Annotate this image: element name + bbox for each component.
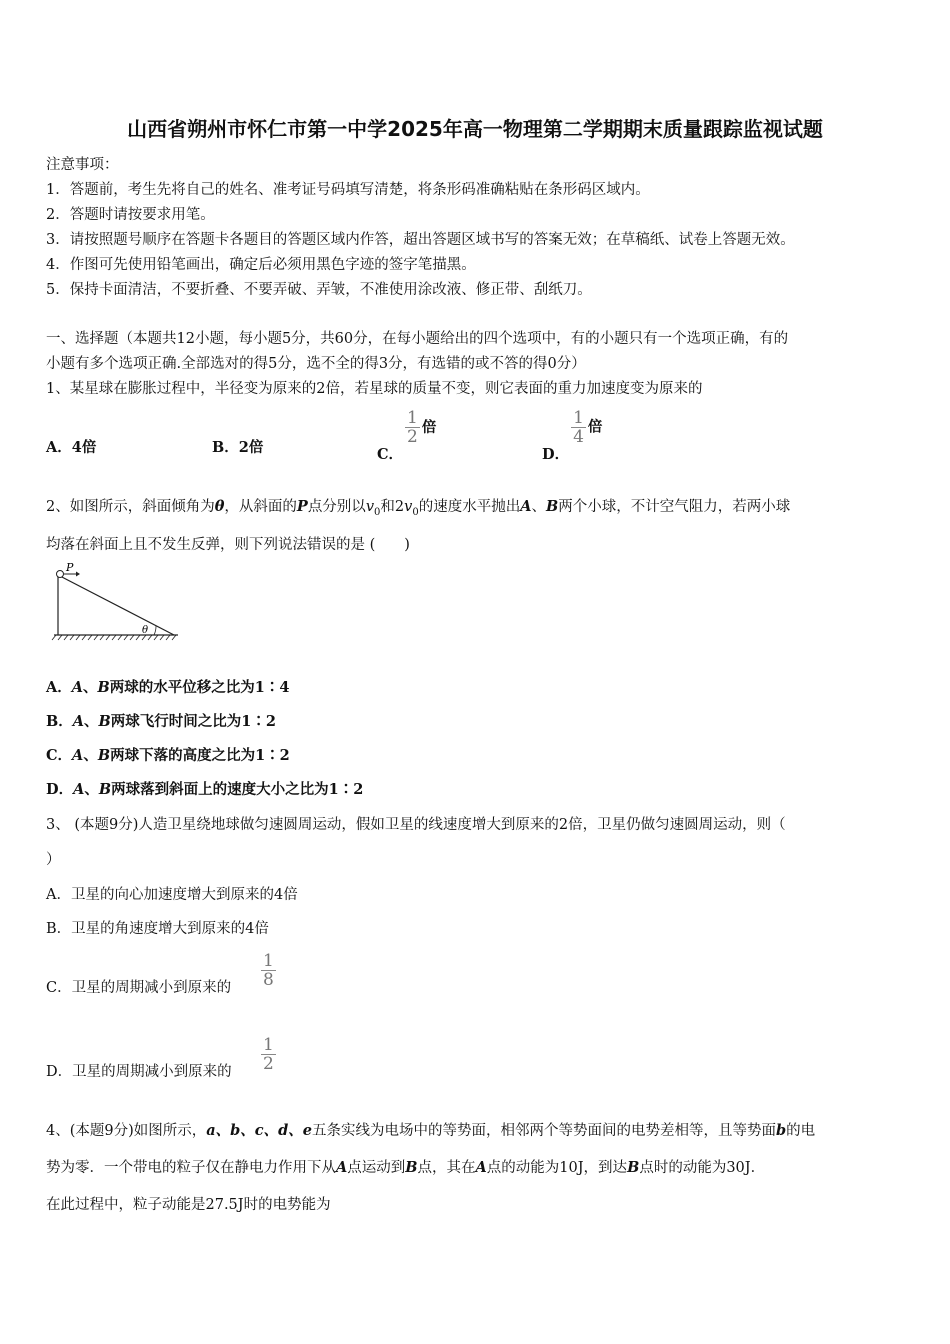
q3-c-fraction: $\frac{1}{8}$ xyxy=(263,951,274,990)
notice-item: 2．答题时请按要求用笔。 xyxy=(46,207,215,223)
section-heading-cont: 小题有多个选项正确.全部选对的得5分，选不全的得3分，有选错的或不答的得0分） xyxy=(46,356,586,372)
notice-item: 3．请按照题号顺序在答题卡各题目的答题区域内作答，超出答题区域书写的答案无效；在草稿纸、试卷上答题无效。 xyxy=(46,232,795,248)
q3-stem-cont: ） xyxy=(46,852,61,868)
q4-stem-cont2: 在此过程中，粒子动能是27.5J时的电势能为 xyxy=(46,1197,331,1213)
arrowhead xyxy=(76,572,80,577)
q2-option-a: A．A、B两球的水平位移之比为1∶4 xyxy=(46,679,290,696)
q1-option-c: C． $\frac{1}{2}$ 倍 xyxy=(377,408,437,463)
section-heading: 一、选择题（本题共12小题，每小题5分，共60分，在每小题给出的四个选项中，有的小题只有一个选项正确，有的 xyxy=(46,331,789,347)
q1-option-b: B．2倍 xyxy=(212,439,264,456)
incline-slope xyxy=(58,575,174,635)
theta-label: θ xyxy=(142,625,149,636)
notice-item: 4．作图可先使用铅笔画出，确定后必须用黑色字迹的签字笔描黑。 xyxy=(46,257,476,273)
q2-option-b: B．A、B两球飞行时间之比为1∶2 xyxy=(46,713,276,730)
q4-stem: 4、(本题9分)如图所示，a、b、c、d、e五条实线为电场中的等势面，相邻两个等势面间的电势差相等，且等势面b的电 xyxy=(46,1122,816,1139)
notice-item: 1．答题前，考生先将自己的姓名、准考证号码填写清楚，将条形码准确粘贴在条形码区域内。 xyxy=(46,182,650,198)
q4-stem-cont: 势为零．一个带电的粒子仅在静电力作用下从A点运动到B点，其在A点的动能为10J，到达B点时的动能为30J． xyxy=(46,1159,766,1176)
angle-arc xyxy=(154,626,156,635)
q2-option-c: C．A、B两球下落的高度之比为1∶2 xyxy=(46,747,290,764)
q3-stem: 3、 (本题9分)人造卫星绕地球做匀速圆周运动，假如卫星的线速度增大到原来的2倍，卫星仍做匀速圆周运动，则（ xyxy=(46,817,786,833)
q1-option-d: D． $\frac{1}{4}$ 倍 xyxy=(542,408,603,463)
notice-heading: 注意事项： xyxy=(46,157,119,173)
ground-hatch xyxy=(52,635,176,640)
q3-option-d: D．卫星的周期减小到原来的 xyxy=(46,1064,232,1080)
ball-p xyxy=(57,571,64,578)
q3-option-c: C．卫星的周期减小到原来的 xyxy=(46,980,232,996)
notice-item: 5．保持卡面清洁，不要折叠、不要弄破、弄皱，不准使用涂改液、修正带、刮纸刀。 xyxy=(46,282,592,298)
q1-option-a: A．4倍 xyxy=(46,439,97,456)
q3-option-a: A．卫星的向心加速度增大到原来的4倍 xyxy=(46,887,298,903)
page-title: 山西省朔州市怀仁市第一中学2025年高一物理第二学期期末质量跟踪监视试题 xyxy=(127,117,823,141)
q2-stem: 2、如图所示，斜面倾角为θ，从斜面的P点分别以$v_0$和$2v_0$的速度水平抛出A、B两个小球，不计空气阻力，若两小球 xyxy=(46,498,791,518)
q3-d-fraction: $\frac{1}{2}$ xyxy=(263,1035,274,1074)
point-p-label: P xyxy=(66,561,74,574)
incline-figure xyxy=(46,561,181,643)
q1-stem: 1、某星球在膨胀过程中，半径变为原来的2倍，若星球的质量不变，则它表面的重力加速度变为原来的 xyxy=(46,381,703,397)
q2-stem-cont: 均落在斜面上且不发生反弹，则下列说法错误的是 ( ) xyxy=(46,537,410,553)
q2-option-d: D．A、B两球落到斜面上的速度大小之比为1∶2 xyxy=(46,781,364,798)
q3-option-b: B．卫星的角速度增大到原来的4倍 xyxy=(46,921,269,937)
